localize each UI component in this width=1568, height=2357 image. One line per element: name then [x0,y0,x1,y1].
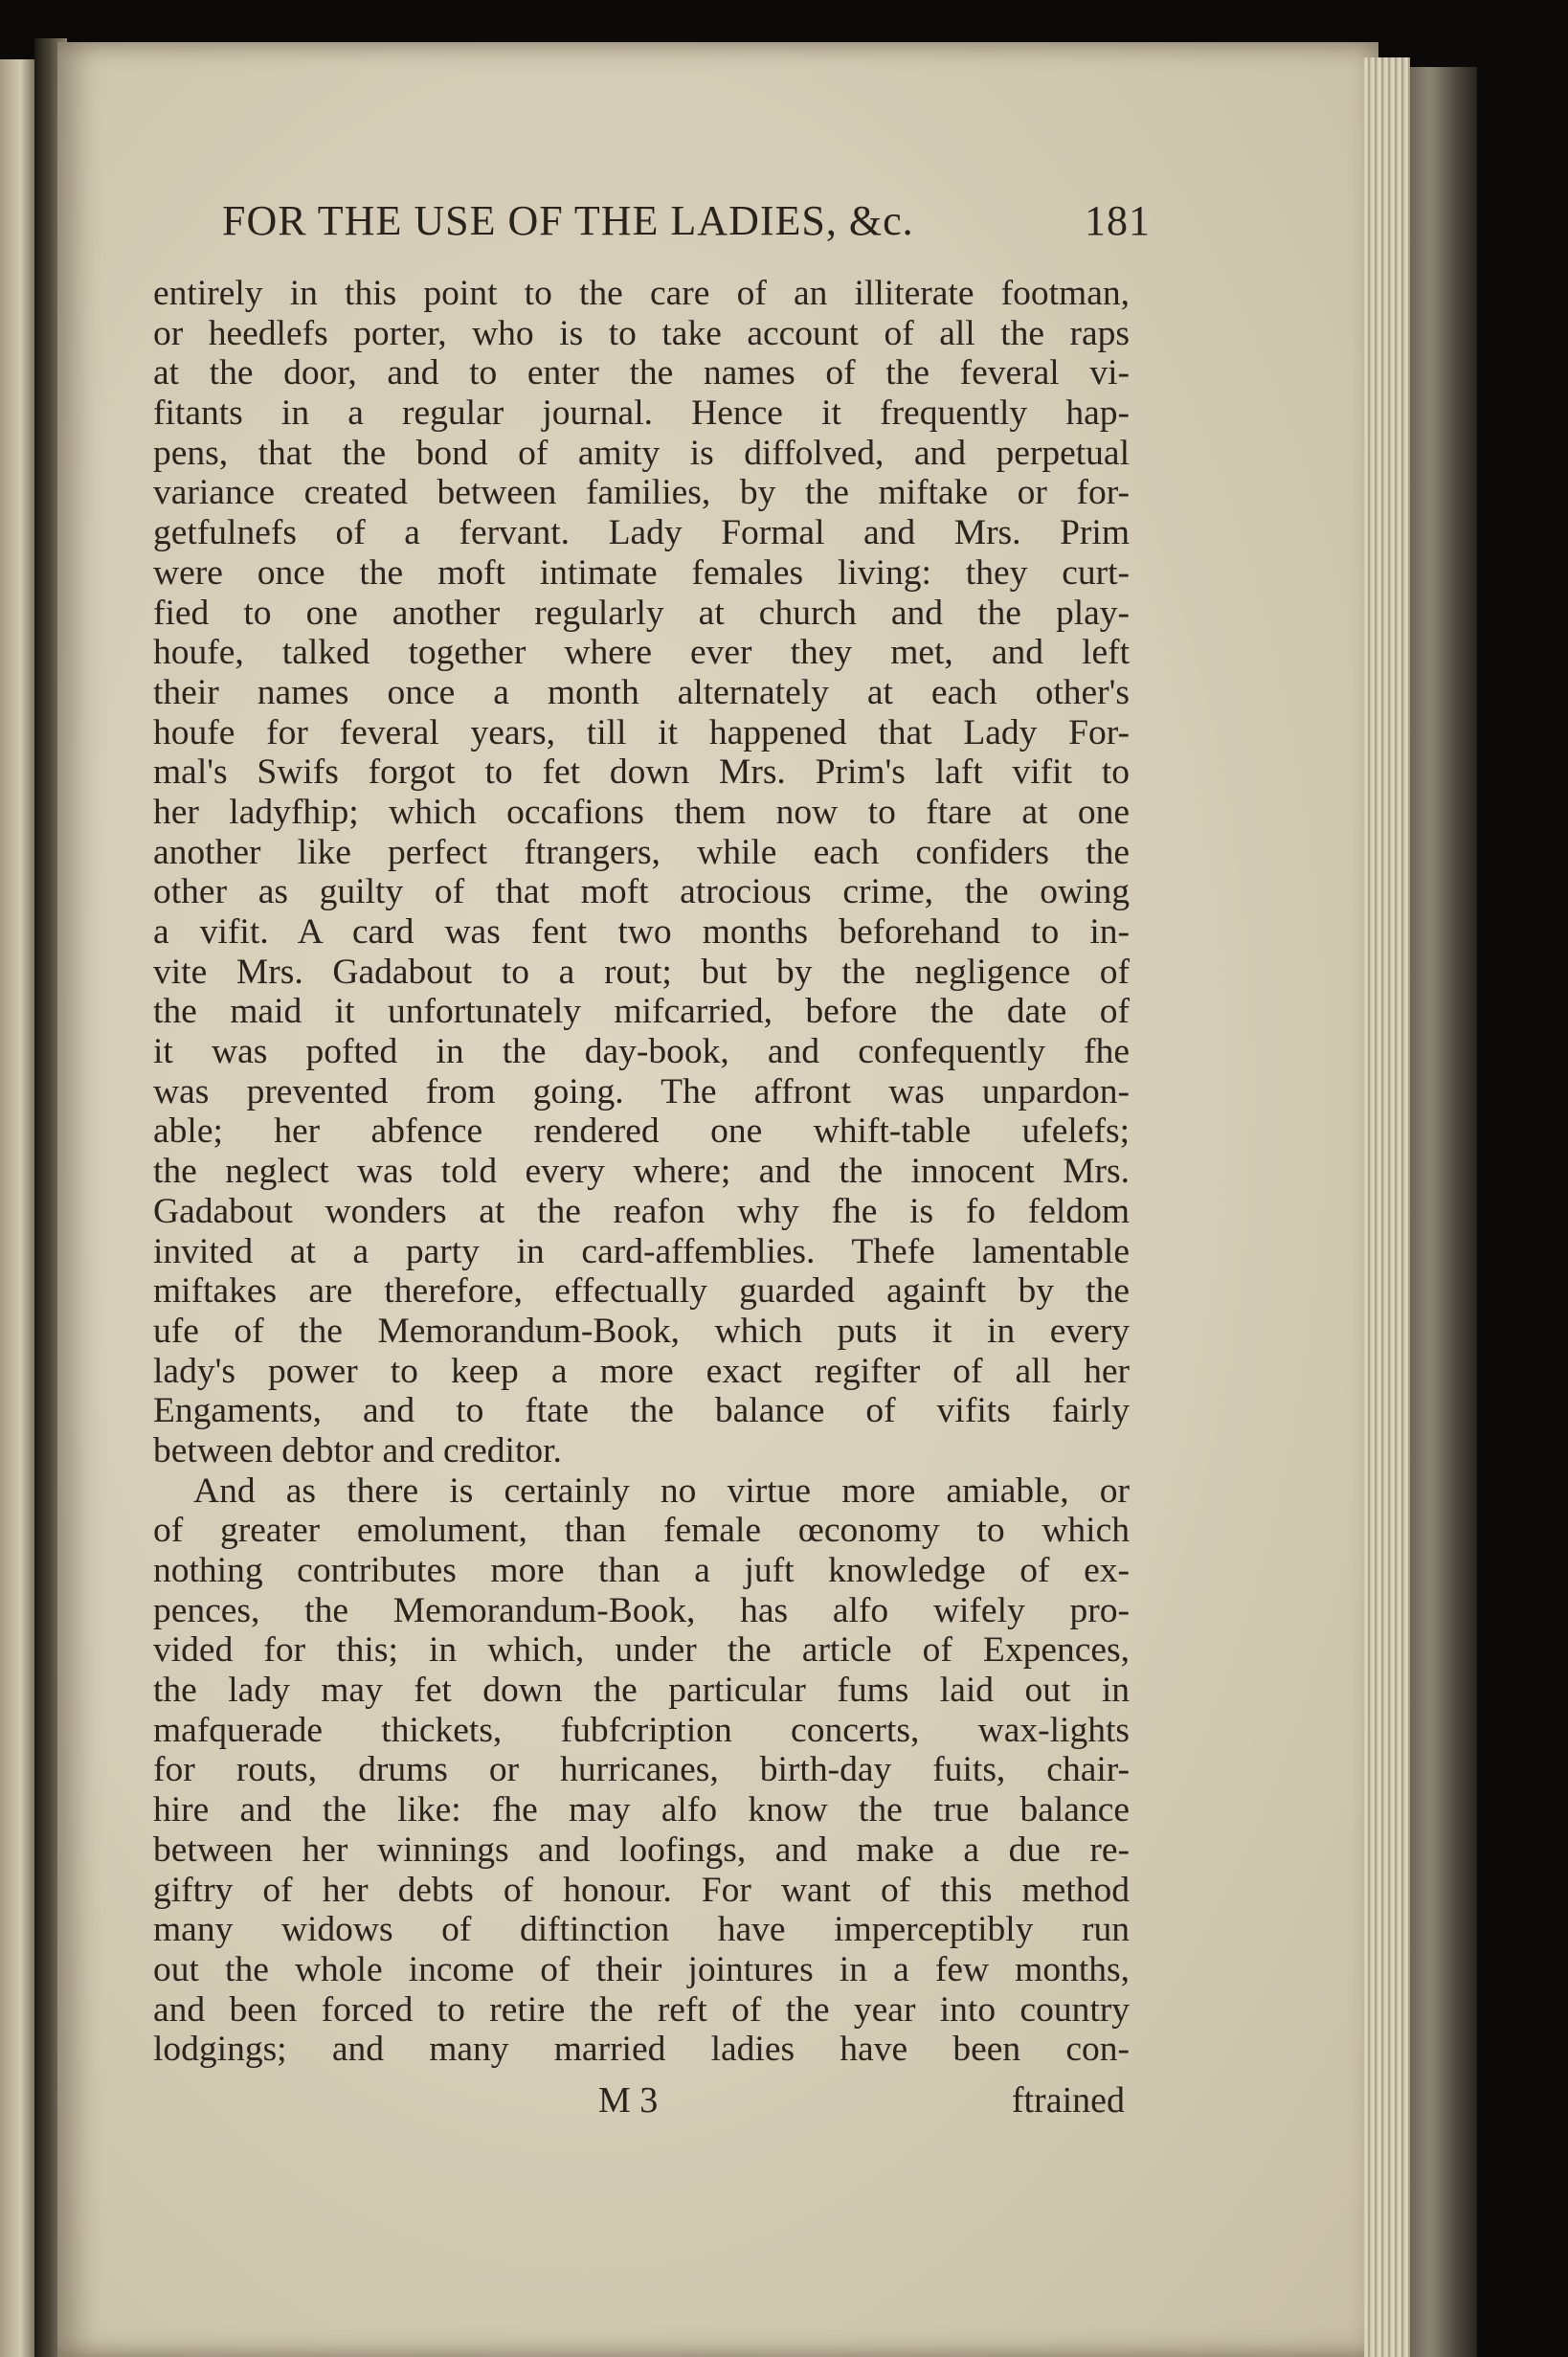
text-line: at the door, and to enter the names of the feveral vi- [153,353,1130,393]
text-line: miftakes are therefore, effectually guarded againft by the [153,1271,1130,1312]
text-line: of greater emolument, than female œconomy to which [153,1511,1130,1551]
text-line: ufe of the Memorandum-Book, which puts it in every [153,1311,1130,1351]
text-line: were once the moft intimate females living: they curt- [153,552,1130,593]
text-line: houfe for feveral years, till it happened that Lady For- [153,712,1130,752]
text-line: the lady may fet down the particular fums laid out in [153,1671,1130,1711]
text-line: lady's power to keep a more exact regifter of all her [153,1351,1130,1391]
text-line: for routs, drums or hurricanes, birth-day fuits, chair- [153,1750,1130,1790]
text-line: another like perfect ftrangers, while each confiders the [153,832,1130,872]
text-line: houfe, talked together where ever they met, and left [153,633,1130,673]
text-line: lodgings; and many married ladies have been con- [153,2030,1130,2070]
text-line: between her winnings and loofings, and make a due re- [153,1829,1130,1870]
text-line: hire and the like: fhe may alfo know the true balance [153,1790,1130,1830]
text-line: vided for this; in which, under the article of Expences, [153,1630,1130,1671]
text-line: vite Mrs. Gadabout to a rout; but by the negligence of [153,952,1130,992]
signature-mark: M 3 [598,2080,659,2121]
page-footer [153,2079,1130,2125]
text-line: many widows of diftinction have imperceptibly run [153,1910,1130,1950]
body-text [153,274,1130,2074]
text-line: fitants in a regular journal. Hence it frequently hap- [153,393,1130,434]
text-line: Gadabout wonders at the reafon why fhe is fo feldom [153,1191,1130,1231]
running-title: FOR THE USE OF THE LADIES, &c. [222,197,914,244]
text-line: able; her abfence rendered one whift-table ufelefs; [153,1111,1130,1152]
previous-page-edge [0,59,34,2357]
text-line: variance created between families, by the miftake or for- [153,473,1130,513]
text-line: getfulnefs of a fervant. Lady Formal and Mrs. Prim [153,513,1130,553]
text-line: mal's Swifs forgot to fet down Mrs. Prim's laft vifit to [153,752,1130,793]
text-line: the maid it unfortunately mifcarried, before the date of [153,992,1130,1032]
text-line: a vifit. A card was fent two months beforehand to in- [153,912,1130,952]
text-line: between debtor and creditor. [153,1430,562,1470]
text-line: entirely in this point to the care of an illiterate footman, [153,274,1130,313]
text-line: giftry of her debts of honour. For want of this method [153,1870,1130,1910]
catchword: ftrained [1011,2080,1125,2121]
text-line: And as there is certainly no virtue more amiable, or [193,1470,1130,1511]
text-line: the neglect was told every where; and the innocent Mrs. [153,1152,1130,1192]
text-line: and been forced to retire the reft of the year into country [153,1989,1130,2030]
text-line: invited at a party in card-affemblies. Thefe lamentable [153,1231,1130,1271]
text-line: was prevented from going. The affront was unpardon- [153,1071,1130,1111]
page-stack-edges [1364,57,1410,2357]
text-line: out the whole income of their jointures in a few months, [153,1949,1130,1989]
page-number: 181 [1085,197,1151,244]
text-line: Engaments, and to ftate the balance of vifits fairly [153,1391,1130,1431]
running-head [222,196,1151,254]
text-line: their names once a month alternately at each other's [153,672,1130,712]
text-line: mafquerade thickets, fubfcription concerts, wax-lights [153,1710,1130,1750]
text-line: it was pofted in the day-book, and confequently fhe [153,1032,1130,1072]
text-line: her ladyfhip; which occafions them now to ftare at one [153,792,1130,832]
text-line: nothing contributes more than a juft knowledge of ex- [153,1551,1130,1590]
book-cover-edge [1410,67,1477,2357]
text-line: or heedlefs porter, who is to take account of all the raps [153,313,1130,353]
text-line: other as guilty of that moft atrocious crime, the owing [153,872,1130,912]
text-line: pences, the Memorandum-Book, has alfo wifely pro- [153,1590,1130,1630]
text-line: fied to one another regularly at church and the play- [153,593,1130,633]
text-line: pens, that the bond of amity is diffolved, and perpetual [153,433,1130,473]
